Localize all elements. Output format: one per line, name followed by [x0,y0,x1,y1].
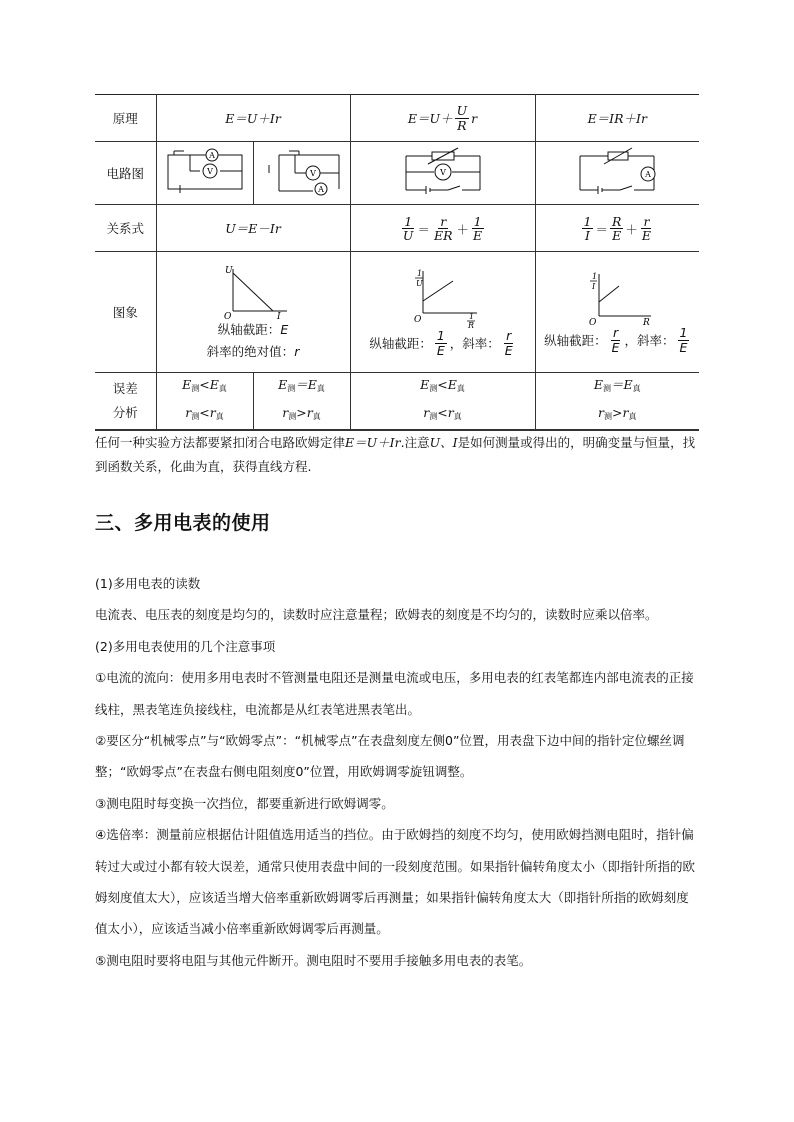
section-body [95,568,701,976]
principle-method3: E＝IR＋Ir [535,95,699,142]
label-relation: 关系式 [95,205,156,252]
principle-method2-den: R [457,117,467,133]
e1a-sub2: 真 [218,384,227,393]
circuit-diagram-3 [562,144,672,200]
e4b-op: >r [612,405,629,420]
note-vars: U、I [429,435,458,450]
e3a-var: E [420,377,430,392]
graph2-slope-num: r [506,328,512,344]
graph-method2 [350,252,535,373]
paragraph-2: 电流表、电压表的刻度是均匀的，读数时应注意量程；欧姆表的刻度是不均匀的，读数时应乘以倍率。 [95,607,658,623]
paragraph-1: (1)多用电表的读数 [95,576,201,591]
error-method3 [535,373,699,430]
row-error [95,373,699,430]
circuit-1a [156,142,253,205]
error-method1b [253,373,350,430]
graph1-slope-text: 斜率的绝对值： [206,344,295,359]
circuit-diagram-1a [160,145,250,199]
e2b-op: >r [296,405,313,420]
e4b-sub1: 测 [604,412,613,421]
e1b-sub1: 测 [191,412,200,421]
principle-method2-suffix: r [471,110,478,126]
label-error-line1: 误差 [112,381,138,396]
rel3-m-den: E [612,228,622,243]
e1b-sub2: 真 [215,412,224,421]
ammeter-label-1b: A [317,184,324,194]
e4a-sub2: 真 [632,384,641,393]
graph2-int-den: E [436,342,445,358]
rel3-r-den: E [641,228,652,243]
principle-method2-prefix: E＝U＋ [407,111,453,126]
e2b-sub2: 真 [312,412,321,421]
graph1-y-label: U [225,266,233,276]
rel2-r-den: E [473,228,483,243]
rel3-l-den: I [585,228,590,243]
graph-method3 [535,252,699,373]
rel3-l-num: 1 [583,213,592,229]
circuit-diagram-2 [388,144,498,200]
e3a-sub2: 真 [456,384,465,393]
graph2-caption [351,329,535,356]
graph3-intercept-text: 纵轴截距： [544,333,607,348]
graph3-caption [536,326,700,353]
graph1-x-label: I [277,312,281,319]
rel2-m-den: ER [433,228,453,243]
e4a-op: ＝E [611,377,633,392]
graph3-int-den: E [611,339,620,355]
note-part3: 是如何测量或得出的，明确变量与恒量，找到函数关系，化曲为直，获得直线方程. [95,435,696,474]
graph2-y-den: U [415,279,423,289]
graph3-int-num: r [612,325,619,341]
graph1-intercept-var: E [280,322,289,337]
label-graph: 图象 [95,252,156,373]
error-method1a [156,373,253,430]
paragraph-5: ②要区分“机械零点”与“欧姆零点”：“机械零点”在表盘刻度左侧0”位置，用表盘下边中间的指针定位螺丝调整；“欧姆零点”在表盘右侧电阻刻度0”位置，用欧姆调零旋钮调整。 [95,733,685,780]
e3a-op: <E [437,377,457,392]
e3b-op: <r [437,405,454,420]
graph2-int-num: 1 [436,328,445,344]
e3b-sub2: 真 [453,412,462,421]
row-graph [95,252,699,373]
row-principle [95,95,699,142]
voltmeter-label-2: V [439,167,446,177]
e1b-var: r [185,405,192,420]
row-relation [95,205,699,252]
section-heading: 三、多用电表的使用 [95,512,271,534]
graph2-origin: O [413,315,421,326]
relation-method3 [535,205,699,252]
e2a-sub1: 测 [287,384,296,393]
ammeter-label-1a: A [208,150,215,160]
rel2-plus: ＋ [456,221,470,237]
note-part1: 任何一种实验方法都要紧扣闭合电路欧姆定律 [95,435,346,450]
e4a-sub1: 测 [603,384,612,393]
e4a-var: E [593,377,604,392]
relation-method1: U＝E－Ir [156,205,350,252]
table-note [95,430,699,479]
e4b-var: r [598,405,605,420]
rel2-m-num: r [440,213,447,229]
e1a-op: <E [199,377,219,392]
label-principle: 原理 [95,95,156,142]
e3a-sub1: 测 [429,384,438,393]
error-method2 [350,373,535,430]
rel3-m-num: R [611,213,622,229]
paragraph-6: ③测电阻时每变换一次挡位，都要重新进行欧姆调零。 [95,795,394,811]
graph1-slope-var: r [294,344,300,359]
graph2-slope-text: ，斜率： [449,336,500,351]
graph3-slope-text: ，斜率： [624,333,675,348]
paragraph-4: ①电流的流向：使用多用电表时不管测量电阻还是测量电流或电压，多用电表的红表笔都连内部电流表的正接线柱，黑表笔连负接线柱，电流都是从红表笔进黑表笔出。 [95,670,694,717]
e2b-var: r [282,405,289,420]
rel2-l-den: U [402,228,414,243]
graph3-x-label: R [643,318,651,327]
circuit-2 [350,142,535,205]
principle-method2 [350,95,535,142]
paragraph-3: (2)多用电表使用的几个注意事项 [95,638,276,654]
graph3-y-num: 1 [592,272,598,282]
graph3-origin: O [589,318,597,327]
rel2-eq: ＝ [417,221,430,237]
graph3-slope-den: E [679,339,688,355]
e1b-op: <r [199,405,216,420]
graph3-y-den: I [592,282,596,292]
label-error [95,373,156,430]
paragraph-7: ④选倍率：测量前应根据估计阻值选用适当的挡位。由于欧姆挡的刻度不均匀，使用欧姆挡测电阻时，指针偏转过大或过小都有较大误差，通常只使用表盘中间的一段刻度范围。如果指针偏转角度太小（即指针所指的欧姆刻度值太大），应该适当增大倍率重新欧姆调零后再测量；如果指针偏转角度太大（即指针所指的欧姆刻度值太小），应该适当减小倍率重新欧姆调零后再测量。 [95,827,696,937]
e2a-sub2: 真 [316,384,325,393]
row-circuit [95,142,699,205]
rel3-eq: ＝ [595,221,608,237]
graph2-y-num: 1 [416,269,422,279]
graph-u-i [213,263,293,319]
e3b-var: r [423,405,430,420]
label-circuit: 电路图 [95,142,156,205]
e2b-sub1: 测 [288,412,297,421]
rel2-l-num: 1 [404,213,413,229]
graph1-intercept-text: 纵轴截距： [217,322,281,337]
circuit-diagram-1b [257,145,347,199]
graph1-origin: O [224,312,232,319]
circuit-1b [253,142,350,205]
graph-method1 [156,252,350,373]
graph2-x-num: 1 [468,312,474,322]
ammeter-label-3: A [645,169,652,179]
e3b-sub1: 测 [429,412,438,421]
graph2-intercept-text: 纵轴截距： [369,336,432,351]
rel3-plus: ＋ [625,221,638,237]
experiment-comparison-table [95,94,699,430]
graph2-slope-den: E [504,342,513,358]
voltmeter-label-1a: V [206,166,213,176]
graph1-caption-intercept [157,319,350,341]
e2a-op: ＝E [295,377,317,392]
graph2-x-den: R [467,321,474,330]
graph-invi-r [577,270,657,326]
e2a-var: E [278,377,288,392]
e1a-var: E [182,377,192,392]
circuit-3 [535,142,699,205]
label-error-line2: 分析 [112,405,138,420]
rel2-r-num: 1 [473,213,482,229]
note-formula: E＝U＋Ir [345,435,401,450]
principle-method1: E＝U＋Ir [156,95,350,142]
voltmeter-label-1b: V [309,168,316,178]
graph3-slope-num: 1 [679,325,688,341]
e1a-sub1: 测 [191,384,200,393]
graph-invu-invr [403,267,483,329]
relation-method2 [350,205,535,252]
graph1-caption-slope [157,341,350,363]
rel3-r-num: r [643,213,650,229]
paragraph-8: ⑤测电阻时要将电阻与其他元件断开。测电阻时不要用手接触多用电表的表笔。 [95,952,532,968]
note-part2: .注意 [400,435,430,450]
principle-method2-num: U [456,103,468,119]
e4b-sub2: 真 [628,412,637,421]
